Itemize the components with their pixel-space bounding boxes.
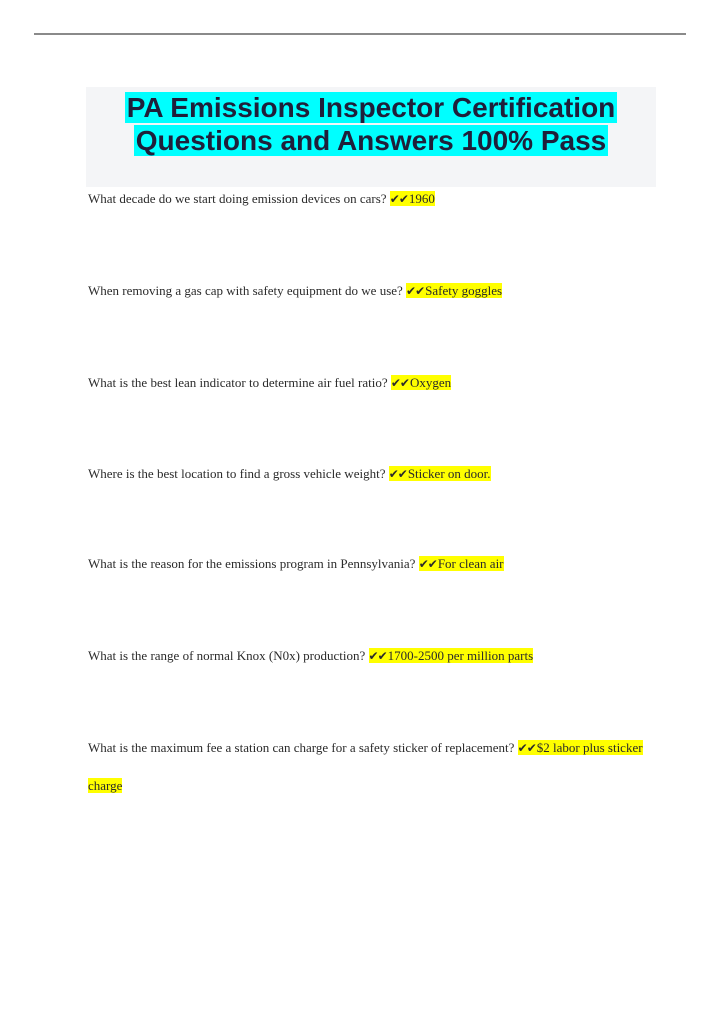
- double-check-icon: ✔✔: [388, 467, 407, 481]
- question-text: What is the maximum fee a station can charge for a safety sticker of replacement?: [88, 740, 518, 755]
- answer-text: Safety goggles: [425, 283, 503, 298]
- question-text: What is the reason for the emissions program in Pennsylvania?: [88, 556, 419, 571]
- title-line-2: Questions and Answers 100% Pass: [135, 125, 607, 156]
- top-divider: [34, 33, 686, 35]
- double-check-icon: ✔✔: [389, 192, 408, 206]
- question-text: What decade do we start doing emission devices on cars?: [88, 191, 390, 206]
- question-text: When removing a gas cap with safety equipment do we use?: [88, 283, 407, 298]
- double-check-icon: ✔✔: [406, 284, 425, 298]
- double-check-icon: ✔✔: [390, 376, 409, 390]
- answer-text: 1960: [408, 191, 435, 206]
- qa-item: [88, 545, 648, 583]
- answer-highlight: [369, 648, 534, 663]
- qa-item: [88, 455, 648, 493]
- document-title: [86, 87, 656, 187]
- answer-text: 1700-2500 per million parts: [387, 648, 534, 663]
- double-check-icon: ✔✔: [517, 741, 536, 755]
- answer-text: Oxygen: [409, 375, 452, 390]
- answer-highlight: [406, 283, 502, 298]
- answer-highlight: [389, 466, 491, 481]
- question-text: What is the range of normal Knox (N0x) production?: [88, 648, 369, 663]
- answer-text: Sticker on door.: [407, 466, 491, 481]
- double-check-icon: ✔✔: [368, 649, 387, 663]
- answer-highlight: [419, 556, 504, 571]
- qa-item: [88, 180, 648, 218]
- answer-text: $2 labor plus sticker charge: [88, 740, 643, 793]
- qa-item: [88, 364, 648, 402]
- question-text: What is the best lean indicator to determine air fuel ratio?: [88, 375, 391, 390]
- answer-highlight: [391, 375, 451, 390]
- title-line-1: PA Emissions Inspector Certification: [126, 92, 616, 123]
- qa-item: [88, 272, 648, 310]
- double-check-icon: ✔✔: [418, 557, 437, 571]
- answer-highlight: [390, 191, 435, 206]
- qa-item: [88, 729, 648, 804]
- answer-text: For clean air: [437, 556, 504, 571]
- question-text: Where is the best location to find a gross vehicle weight?: [88, 466, 389, 481]
- qa-item: [88, 637, 648, 675]
